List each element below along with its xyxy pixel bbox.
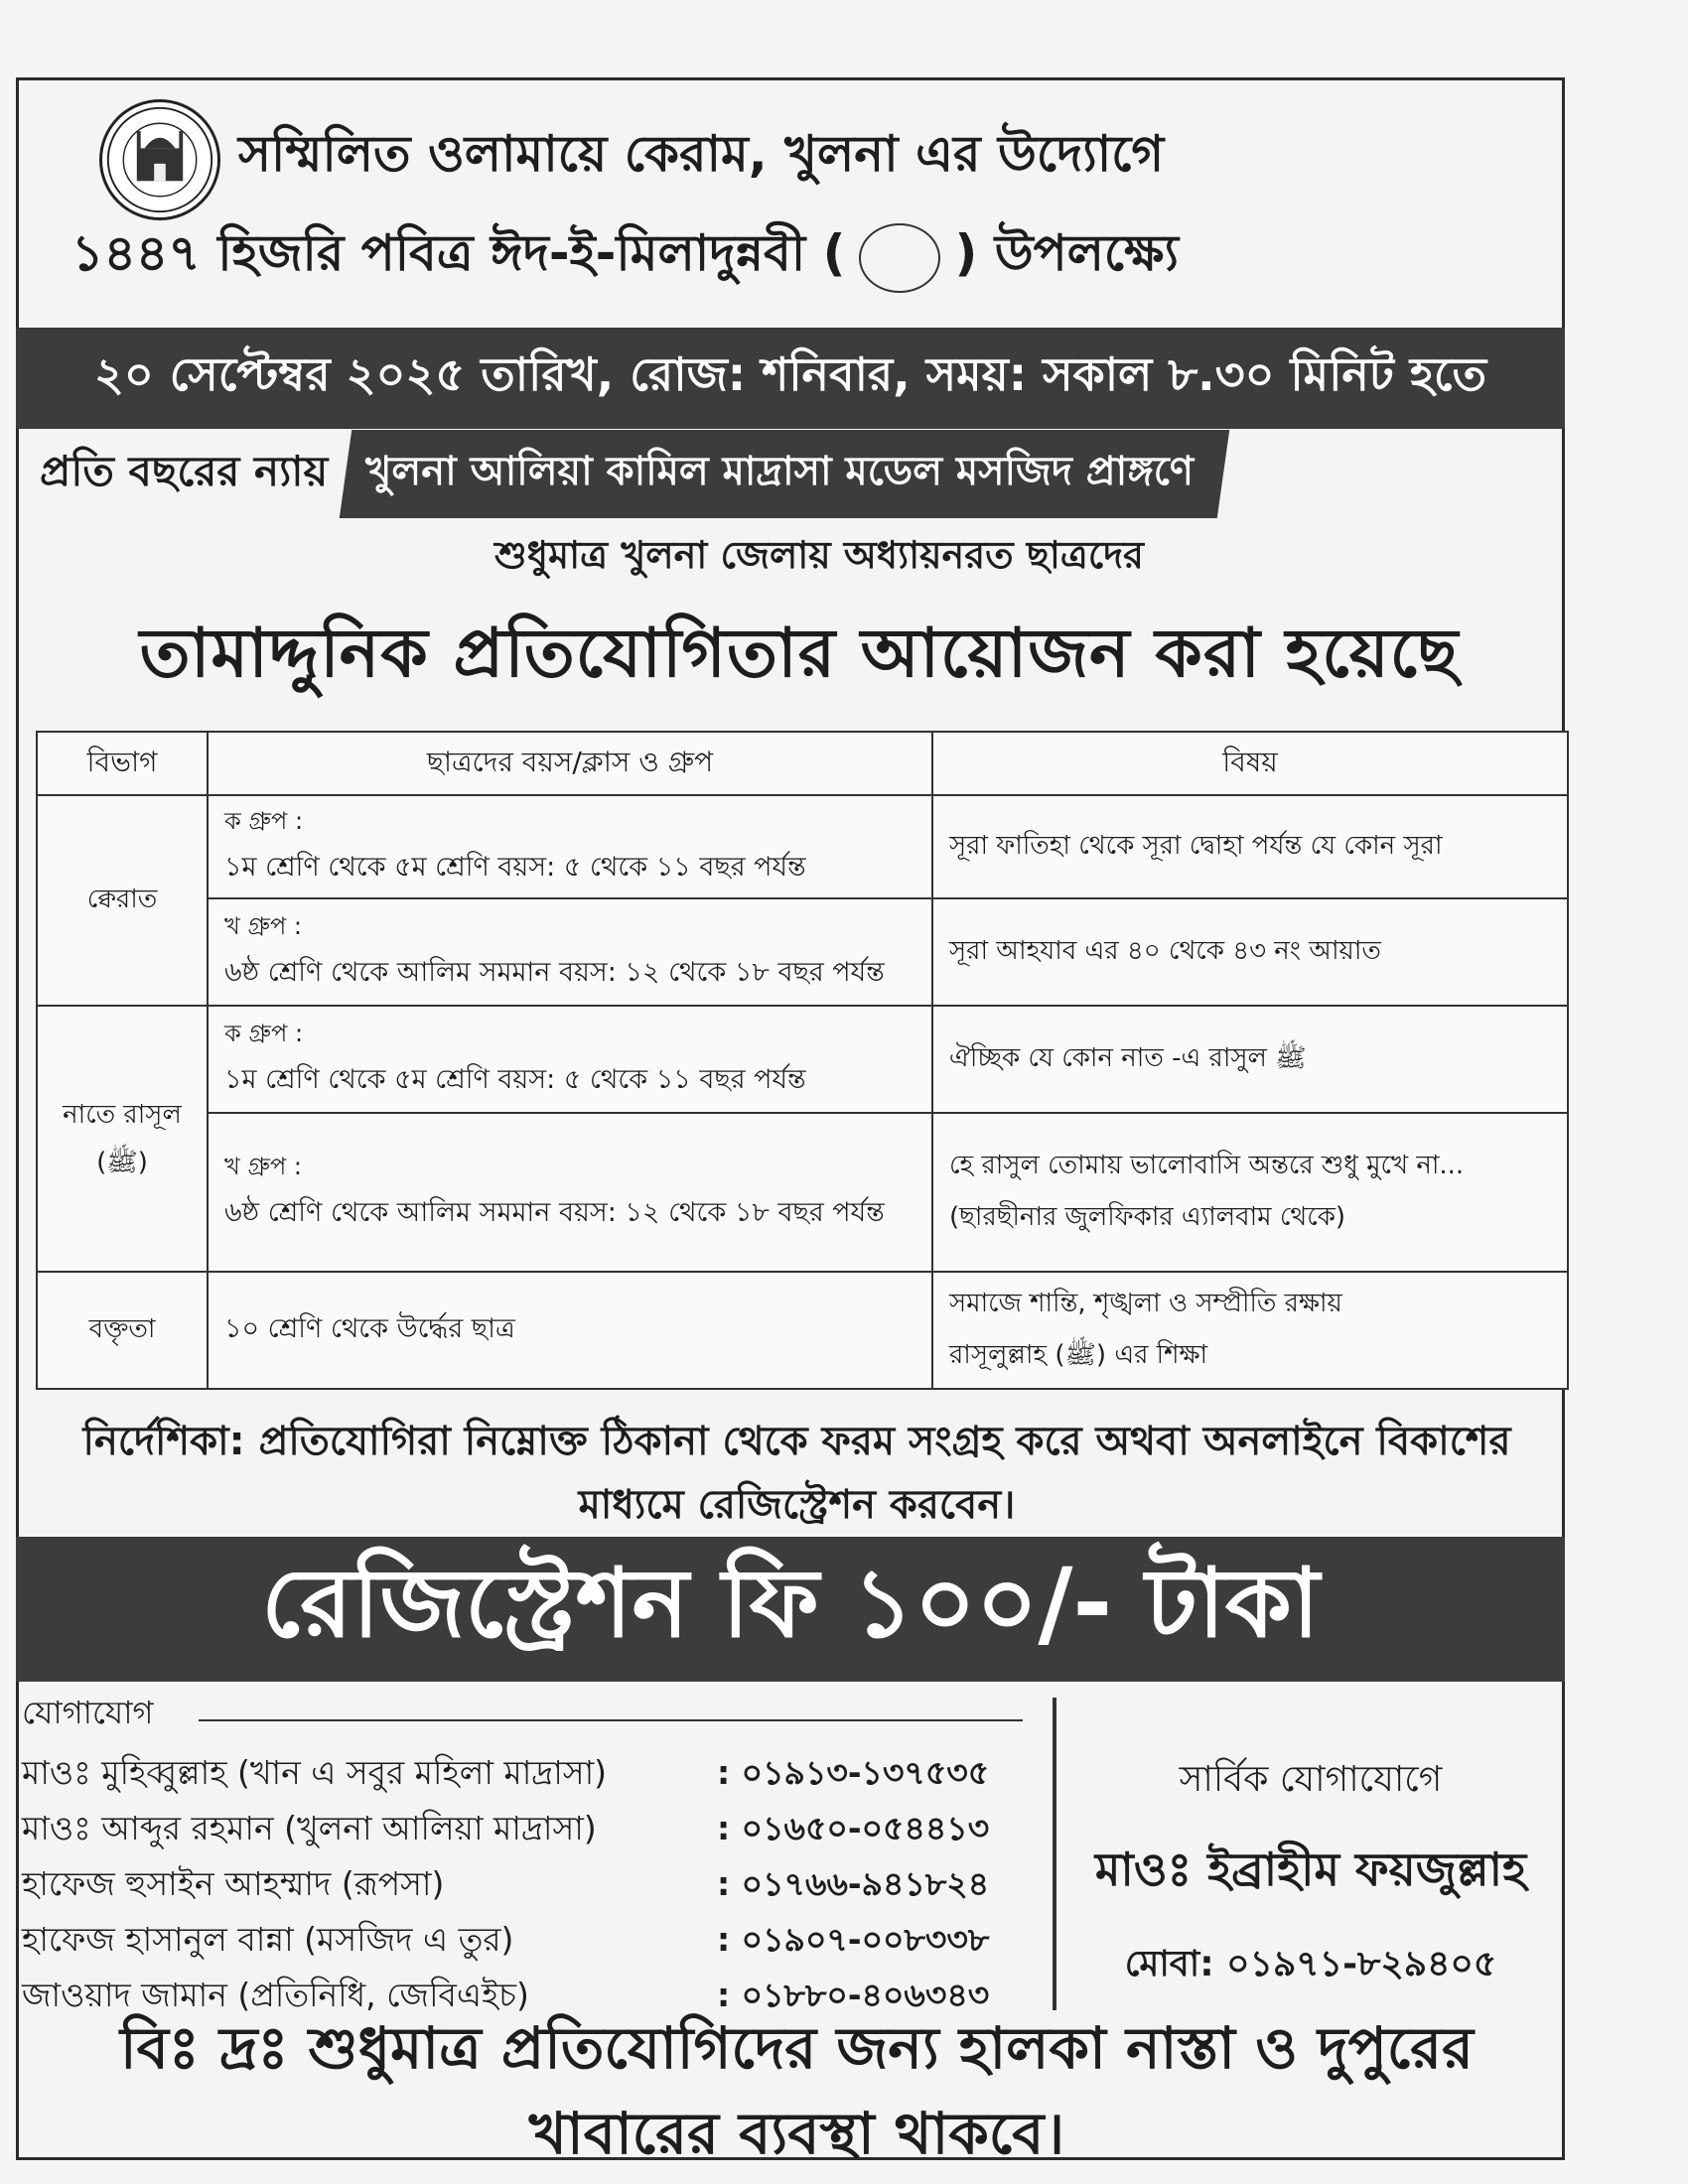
list-item bbox=[22, 1858, 1055, 1914]
schedule-banner: ২০ সেপ্টেম্বর ২০২৫ তারিখ, রোজ: শনিবার, সময়: সকাল ৮.৩০ মিনিট হতে bbox=[16, 328, 1565, 429]
division-naat: নাতে রাসূল (ﷺ) bbox=[37, 1006, 208, 1272]
group-desc: ১ম শ্রেণি থেকে ৫ম শ্রেণি বয়স: ৫ থেকে ১১ বছর পর্যন্ত bbox=[224, 851, 806, 883]
contact-phone: : ০১৮৮০-৪০৬৩৪৩ bbox=[717, 1976, 990, 2014]
honorific-calligraphy-icon bbox=[859, 223, 940, 293]
table-row bbox=[37, 1272, 1568, 1389]
group-desc: ১০ শ্রেণি থেকে উর্দ্ধের ছাত্র bbox=[224, 1312, 515, 1344]
contact-name: মাওঃ আব্দুর রহমান (খুলনা আলিয়া মাদ্রাসা) bbox=[22, 1809, 597, 1847]
overall-contact bbox=[1062, 1752, 1559, 1996]
group-label: খ গ্রুপ : bbox=[224, 911, 303, 940]
contact-heading: যোগাযোগ bbox=[22, 1694, 154, 1731]
organization-seal-logo bbox=[99, 99, 220, 220]
contact-name: মাওঃ মুহিব্বুল্লাহ (খান এ সবুর মহিলা মাদ্রাসা) bbox=[22, 1753, 608, 1792]
division-qirat: ক্বেরাত bbox=[37, 795, 208, 1006]
venue-place: খুলনা আলিয়া কামিল মাদ্রাসা মডেল মসজিদ প্রাঙ্গণে bbox=[365, 448, 1195, 494]
table-row bbox=[37, 795, 1568, 898]
table-row bbox=[37, 1113, 1568, 1272]
contact-phone: : ০১৯০৭-০০৮৩৩৮ bbox=[717, 1920, 990, 1959]
contact-divider bbox=[199, 1719, 1023, 1721]
division-speech: বক্তৃতা bbox=[37, 1272, 208, 1389]
subject-line-2: রাসূলুল্লাহ (ﷺ) এর শিক্ষা bbox=[949, 1340, 1208, 1370]
subject-cell bbox=[932, 1113, 1568, 1272]
footer-note: বিঃ দ্রঃ শুধুমাত্র প্রতিযোগিদের জন্য হালকা নাস্তা ও দুপুরের খাবারের ব্যবস্থা থাকবে। bbox=[120, 2014, 1474, 2167]
subject-line-2: (ছারছীনার জুলফিকার এ্যালবাম থেকে) bbox=[949, 1202, 1346, 1232]
contact-name: জাওয়াদ জামান (প্রতিনিধি, জেবিএইচ) bbox=[22, 1976, 529, 2014]
group-cell bbox=[208, 1272, 932, 1389]
group-label: খ গ্রুপ : bbox=[224, 1152, 303, 1180]
venue-prefix: প্রতি বছরের ন্যায় bbox=[40, 446, 329, 495]
table-header-row bbox=[37, 732, 1568, 795]
group-desc: ৬ষ্ঠ শ্রেণি থেকে আলিম সমমান বয়স: ১২ থেকে ১৮ বছর পর্যন্ত bbox=[224, 1196, 885, 1228]
list-item bbox=[22, 1803, 1055, 1858]
main-title: তামাদ্দুনিক প্রতিযোগিতার আয়োজন করা হয়েছে bbox=[139, 614, 1460, 693]
header-occasion-text: ১৪৪৭ হিজরি পবিত্র ঈদ-ই-মিলাদুন্নবী ( bbox=[71, 224, 846, 282]
group-desc: ৬ষ্ঠ শ্রেণি থেকে আলিম সমমান বয়স: ১২ থেকে ১৮ বছর পর্যন্ত bbox=[224, 956, 885, 988]
competition-table bbox=[36, 731, 1569, 1390]
list-item bbox=[22, 1747, 1055, 1803]
list-item bbox=[22, 1914, 1055, 1970]
table-row bbox=[37, 1006, 1568, 1113]
contact-vertical-divider bbox=[1053, 1698, 1056, 2010]
venue-line bbox=[40, 437, 1223, 510]
venue-highlight bbox=[340, 430, 1229, 518]
contact-list bbox=[22, 1747, 1055, 2025]
registration-fee-banner: রেজিস্ট্রেশন ফি ১০০/- টাকা bbox=[16, 1537, 1565, 1682]
overall-contact-name: মাওঃ ইব্রাহীম ফয়জুল্লাহ bbox=[1094, 1843, 1527, 1896]
overall-contact-title: সার্বিক যোগাযোগে bbox=[1179, 1759, 1443, 1800]
group-cell bbox=[208, 795, 932, 898]
subject-cell: ঐচ্ছিক যে কোন নাত -এ রাসুল ﷺ bbox=[932, 1006, 1568, 1113]
group-cell bbox=[208, 898, 932, 1006]
contact-phone: : ০১৬৫০-০৫৪৪১৩ bbox=[717, 1809, 990, 1847]
subject-line-1: হে রাসুল তোমায় ভালোবাসি অন্তরে শুধু মুখে না... bbox=[949, 1151, 1465, 1180]
table-row bbox=[37, 898, 1568, 1006]
group-cell bbox=[208, 1006, 932, 1113]
contact-phone: : ০১৭৬৬-৯৪১৮২৪ bbox=[717, 1864, 990, 1903]
header-occasion-text-end: ) উপলক্ষ্যে bbox=[954, 224, 1179, 282]
group-label: ক গ্রুপ : bbox=[224, 1019, 304, 1047]
overall-contact-phone: মোবা: ০১৯৭১-৮২৯৪০৫ bbox=[1124, 1944, 1497, 1984]
contact-phone: : ০১৯১৩-১৩৭৫৩৫ bbox=[717, 1753, 990, 1792]
group-label: ক গ্রুপ : bbox=[224, 806, 304, 835]
header-group: ছাত্রদের বয়স/ক্লাস ও গ্রুপ bbox=[208, 732, 932, 795]
group-desc: ১ম শ্রেণি থেকে ৫ম শ্রেণি বয়স: ৫ থেকে ১১ বছর পর্যন্ত bbox=[224, 1063, 806, 1095]
header-occasion bbox=[71, 216, 1561, 299]
instructions-text: নির্দেশিকা: প্রতিযোগিরা নিম্নোক্ত ঠিকানা থেকে ফরম সংগ্রহ করে অথবা অনলাইনে বিকাশের মাধ্যমে রেজিস্ট্রেশন করবেন। bbox=[82, 1419, 1511, 1528]
audience-line: শুধুমাত্র খুলনা জেলায় অধ্যায়নরত ছাত্রদের bbox=[494, 533, 1144, 577]
subject-cell: সূরা আহযাব এর ৪০ থেকে ৪৩ নং আয়াত bbox=[932, 898, 1568, 1006]
header-subject: বিষয় bbox=[932, 732, 1568, 795]
contact-name: হাফেজ হাসানুল বান্না (মসজিদ এ তুর) bbox=[22, 1920, 514, 1959]
subject-cell: সূরা ফাতিহা থেকে সূরা দ্বোহা পর্যন্ত যে কোন সূরা bbox=[932, 795, 1568, 898]
subject-line-1: সমাজে শান্তি, শৃঙ্খলা ও সম্প্রীতি রক্ষায় bbox=[949, 1289, 1342, 1318]
header-division: বিভাগ bbox=[37, 732, 208, 795]
group-cell bbox=[208, 1113, 932, 1272]
contact-name: হাফেজ হুসাইন আহম্মাদ (রূপসা) bbox=[22, 1864, 445, 1903]
header-organizer: সম্মিলিত ওলামায়ে কেরাম, খুলনা এর উদ্যোগে bbox=[238, 125, 1165, 183]
subject-cell bbox=[932, 1272, 1568, 1389]
